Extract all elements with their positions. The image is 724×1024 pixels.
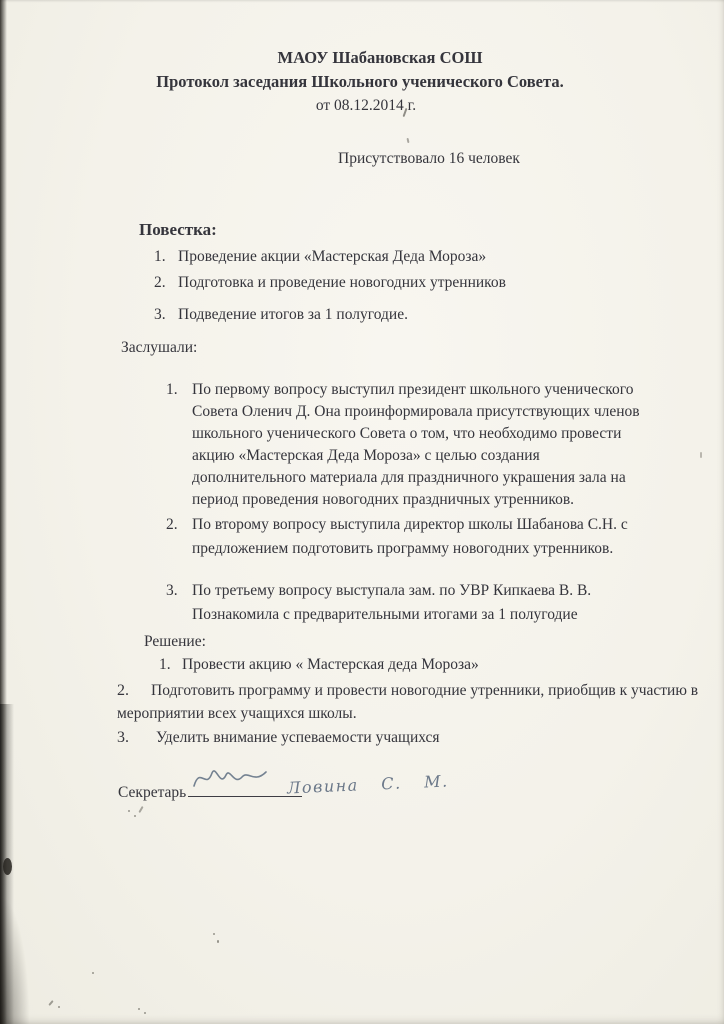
scan-speck	[128, 810, 130, 812]
scan-speck	[58, 1006, 60, 1008]
decision-item-text: Уделить внимание успеваемости учащихся	[156, 729, 440, 746]
scan-corner-artifact	[0, 894, 30, 1024]
heard-item-number: 2.	[166, 516, 178, 533]
agenda-item-number: 2.	[154, 274, 166, 291]
scan-speck	[407, 138, 410, 143]
decision-item-number: 1.	[159, 656, 171, 673]
agenda-item-number: 1.	[154, 248, 166, 265]
agenda-item-text: Подготовка и проведение новогодних утренников	[178, 274, 506, 291]
agenda-item-text: Подведение итогов за 1 полугодие.	[178, 306, 408, 323]
decision-item	[117, 726, 699, 749]
scan-speck	[92, 972, 94, 974]
heard-item-number: 3.	[166, 582, 178, 599]
secretary-label: Секретарь	[118, 784, 187, 801]
decision-item-number: 3.	[117, 729, 129, 746]
heard-item-text: По первому вопросу выступил президент школьного ученического Совета Оленич Д. Она проинформировала присутствующих членов школьного ученического Совета о том, что необходимо провести акцию «Мастерская Деда Мороза» с целью создания дополнительного материала для праздничного украшения зала на период проведения новогодних праздничных утренников.	[192, 381, 640, 508]
heard-item-text: По второму вопросу выступила директор школы Шабанова С.Н. с предложением подготовить программу новогодних утренников.	[192, 516, 628, 557]
scan-speck	[213, 933, 215, 935]
agenda-item	[154, 306, 408, 324]
attendance-line: Присутствовало 16 человек	[338, 150, 520, 167]
scan-speck	[144, 1012, 146, 1014]
agenda-heading: Повестка:	[139, 220, 217, 239]
org-title: МАОУ Шабановская СОШ	[277, 48, 483, 67]
scan-speck	[138, 806, 143, 813]
agenda-item-number: 3.	[154, 306, 166, 323]
scan-blot-artifact	[3, 858, 12, 875]
scan-speck	[134, 815, 136, 817]
document-header	[0, 46, 724, 118]
heard-item	[166, 379, 648, 511]
decision-heading: Решение:	[144, 633, 206, 650]
handwritten-signature-text: Ловина С. М.	[286, 771, 449, 798]
document-date: от 08.12.2014 г.	[315, 97, 417, 114]
handwritten-signature-scribble	[190, 762, 278, 794]
decision-item	[117, 679, 699, 725]
document-title: Протокол заседания Школьного ученического Совета.	[156, 72, 564, 91]
heard-item-number: 1.	[166, 381, 178, 398]
scan-speck	[48, 1000, 53, 1006]
decision-item-text: Подготовить программу и провести новогодние утренники, приобщив к участию в мероприятии всех учащихся школы.	[117, 682, 699, 722]
decision-item-text: Провести акцию « Мастерская деда Мороза»	[182, 656, 479, 673]
agenda-item-text: Проведение акции «Мастерская Деда Мороза»	[178, 248, 487, 265]
heard-heading: Заслушали:	[121, 339, 198, 356]
decision-item-number: 2.	[117, 682, 129, 699]
agenda-item	[154, 274, 506, 292]
scan-speck	[217, 940, 219, 943]
heard-item	[166, 513, 648, 561]
scan-speck	[138, 1008, 140, 1010]
scan-speck	[700, 452, 702, 458]
decision-item	[159, 656, 479, 674]
heard-item-text: По третьему вопросу выступала зам. по УВР Кипкаева В. В. Познакомила с предварительными итогами за 1 полугодие	[192, 582, 592, 623]
heard-item	[166, 579, 648, 627]
agenda-item	[154, 248, 486, 266]
